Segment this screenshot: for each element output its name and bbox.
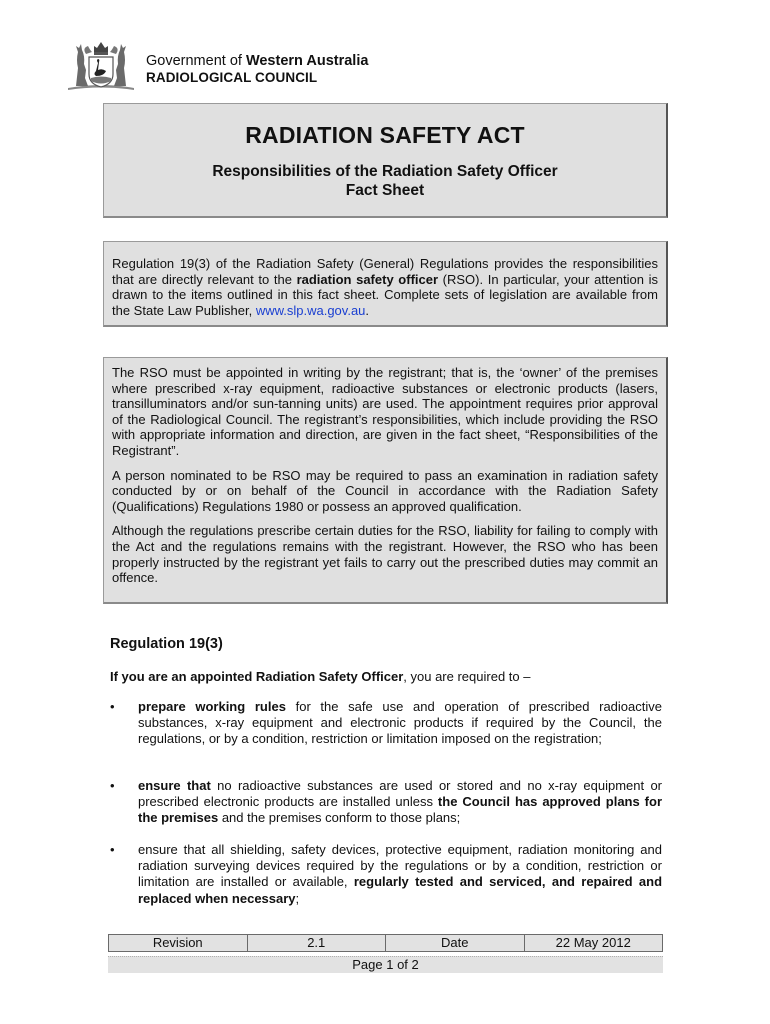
page-subtitle: Responsibilities of the Radiation Safety Officer	[212, 163, 558, 180]
list-item: • prepare working rules for the safe use and operation of prescribed radioactive substances, x-ray equipment and electronic products if required by the Council, the regulations, or by a condition, restriction or limitation imposed on the registration;	[110, 699, 662, 747]
intro-paragraph: Regulation 19(3) of the Radiation Safety (General) Regulations provides the responsibilities that are directly relevant to the radiation safety officer (RSO). In particular, your attention is drawn to the items outlined in this fact sheet. Complete sets of legislation are available from the State Law Publisher, www.slp.wa.gov.au.	[112, 256, 658, 318]
page-title: RADIATION SAFETY ACT	[245, 122, 525, 148]
list-item: • ensure that no radioactive substances are used or stored and no x-ray equipment or prescribed electronic products are installed unless the Council has approved plans for the premises and the premises conform to those plans;	[110, 778, 663, 826]
page-number: Page 1 of 2	[108, 956, 663, 973]
list-item: • ensure that all shielding, safety devices, protective equipment, radiation monitoring and radiation surveying devices required by the regulations or by a condition, restriction or limitation are installed or available, regularly tested and serviced, and repaired and replaced when necessary;	[110, 842, 663, 906]
section-heading: Regulation 19(3)	[110, 636, 223, 652]
bullet-icon: •	[110, 778, 115, 793]
council-name: RADIOLOGICAL COUNCIL	[146, 70, 318, 85]
rso-appointment-box	[103, 357, 668, 604]
revision-table	[108, 934, 663, 952]
appointment-paragraph: The RSO must be appointed in writing by the registrant; that is, the ‘owner’ of the premises where prescribed x-ray equipment, radioactive substances or electronic products (lasers, transilluminators and/or sun-tanning units) are used. The appointment requires prior approval of the Radiological Council. The registrant’s responsibilities, which include providing the RSO with appropriate information and direction, are given in the fact sheet, “Responsibilities of the Registrant”.	[112, 365, 658, 458]
date-value: 22 May 2012	[524, 935, 663, 952]
bullet-icon: •	[110, 842, 115, 857]
liability-paragraph: Although the regulations prescribe certain duties for the RSO, liability for failing to comply with the Act and the regulations remains with the registrant. However, the RSO who has been properly instructed by the registrant yet fails to carry out the prescribed duties may commit an offence.	[112, 523, 658, 586]
slp-website-link[interactable]: www.slp.wa.gov.au	[255, 302, 366, 318]
wa-coat-of-arms-icon	[66, 38, 136, 92]
government-name: Government of Western Australia	[146, 53, 369, 69]
intro-box	[103, 241, 668, 327]
revision-label: Revision	[109, 935, 248, 952]
document-type: Fact Sheet	[345, 182, 425, 199]
qualification-paragraph: A person nominated to be RSO may be required to pass an examination in radiation safety conducted by or on behalf of the Council in accordance with the Radiation Safety (Qualifications) Regulations 1980 or possess an approved qualification.	[112, 467, 658, 514]
section-intro: If you are an appointed Radiation Safety Officer, you are required to –	[110, 669, 531, 684]
revision-value: 2.1	[247, 935, 386, 952]
date-label: Date	[386, 935, 525, 952]
title-box	[103, 103, 668, 218]
bullet-icon: •	[110, 699, 115, 714]
